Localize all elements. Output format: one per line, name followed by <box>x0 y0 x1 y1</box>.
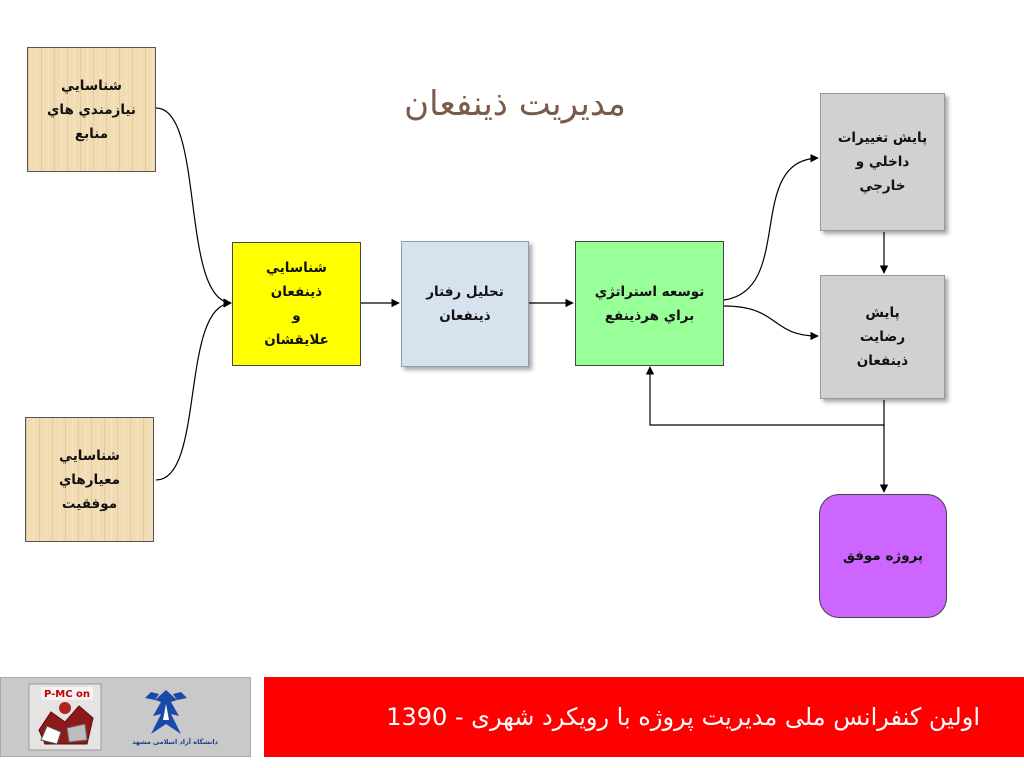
connector-success-to-identify <box>156 303 231 480</box>
connector-strategy-to-satisfaction <box>724 306 818 336</box>
pmc-logo-text: P-MC on <box>43 689 91 700</box>
node-monitor-changes: پايش تغييرات داخلي و خارجي <box>820 93 945 231</box>
node-success-criteria: شناسايي معيارهاي موفقيت <box>25 417 154 542</box>
conference-title: اولين كنفرانس ملی مديريت پروژه با رويكرد شهری - 1390 <box>386 703 980 731</box>
azad-university-logo <box>131 686 201 740</box>
node-resource-needs: شناسايي نيازمندي هاي منابع <box>27 47 156 172</box>
page-title: مديريت ذينفعان <box>404 84 626 124</box>
pmc-logo <box>27 682 105 754</box>
node-develop-strategy: توسعه استراتژي براي هرذينفع <box>575 241 724 366</box>
footer-logo-panel <box>0 677 251 757</box>
node-successful-project: پروژه موفق <box>819 494 947 618</box>
node-monitor-satisfaction: پايش رضايت ذينفعان <box>820 275 945 399</box>
node-identify-stakeholders: شناسايي ذينفعان و علايقشان <box>232 242 361 366</box>
node-analyze-behavior: تحليل رفتار ذينفعان <box>401 241 529 367</box>
connector-strategy-to-changes <box>724 158 818 300</box>
footer-banner <box>264 677 1024 757</box>
azad-university-caption: دانشگاه آزاد اسلامی مشهد <box>132 738 218 746</box>
connector-needs-to-identify <box>156 108 231 303</box>
